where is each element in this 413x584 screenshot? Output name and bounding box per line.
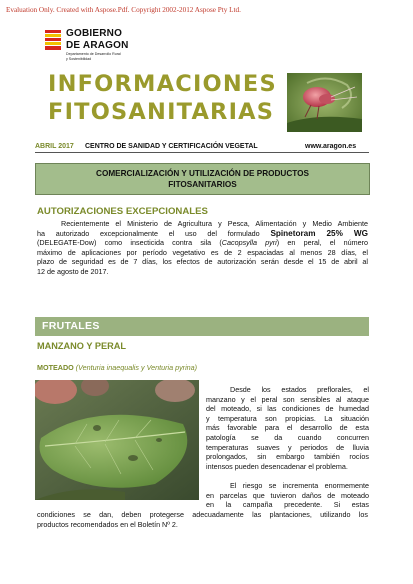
autorizaciones-line — [37, 238, 368, 248]
autorizaciones-text-run: ) en peral, el número — [276, 238, 368, 248]
paragraph-line: condiciones se dan, deben protegerse adecuadamente las plantaciones, utilizando los — [37, 510, 368, 519]
manzano-peral-heading: MANZANO Y PERAL — [37, 341, 126, 351]
autorizaciones-line — [37, 267, 368, 277]
leaf-photo — [35, 380, 199, 500]
autorizaciones-text-run: (DELEGATE-Dow) como insecticida contra sila ( — [37, 238, 222, 248]
autorizaciones-text-run: ha autorizado excepcionalmente el uso del formulado — [37, 228, 271, 238]
moteado-latin: (Venturia inaequalis y Venturia pyrina) — [75, 363, 198, 372]
insect-photo — [287, 73, 362, 132]
autorizaciones-heading: AUTORIZACIONES EXCEPCIONALES — [37, 206, 208, 217]
paragraph-line: temperaturas suaves y periodos de lluvia — [206, 442, 369, 452]
moteado-column-paragraph-2 — [206, 481, 369, 510]
paragraph-line: Desde los estados preflorales, el — [230, 385, 369, 394]
aragon-coat-of-arms-icon — [44, 29, 62, 51]
autorizaciones-text-run: Spinetoram 25% WG — [270, 228, 368, 238]
paragraph-line: prolongados, sin embargo también rocíos — [206, 452, 369, 462]
paragraph-line: en la campaña precedente. Si estas — [206, 500, 369, 510]
autorizaciones-text-run: 12 de agosto de 2017. — [37, 266, 109, 276]
autorizaciones-line — [37, 257, 368, 267]
watermark: Evaluation Only. Created with Aspose.Pdf. Copyright 2002-2012 Aspose Pty Ltd. — [6, 6, 241, 14]
moteado-column-paragraph — [206, 385, 369, 471]
autorizaciones-text-run: Recientemente el Ministerio de Agricultura y Pesca, Alimentación y Medio Ambiente — [61, 219, 368, 228]
autorizaciones-text-run: Cacopsylla pyri — [221, 238, 277, 248]
issue-date: ABRIL 2017 — [35, 143, 74, 150]
moteado-label: MOTEADO — [37, 363, 74, 372]
page-title-line-2: FITOSANITARIAS — [48, 99, 275, 125]
paragraph-line: intensos pueden desencadenar el problema. — [206, 461, 348, 471]
section-banner-line-2: FITOSANITARIOS — [168, 180, 237, 189]
section-banner — [35, 163, 370, 195]
moteado-full-paragraph — [37, 510, 368, 529]
page-title-line-1: INFORMACIONES — [48, 71, 277, 97]
autorizaciones-line — [37, 219, 368, 229]
paragraph-line: manzano y el peral son sensibles al ataque — [206, 394, 369, 404]
logo-line-2: DE ARAGON — [66, 40, 129, 51]
header-divider — [35, 152, 369, 153]
frutales-band — [35, 317, 369, 336]
paragraph-line: El riesgo se incrementa enormemente — [230, 481, 369, 490]
paragraph-line: en parcelas que tuvieron daños de moteado — [206, 490, 369, 500]
website-link[interactable]: www.aragon.es — [305, 143, 357, 150]
moteado-title — [37, 363, 197, 372]
autorizaciones-text-run: máximo de aplicaciones por período vegetativo es de 2 espaciadas al menos 28 días, el — [37, 247, 368, 257]
section-banner-line-1: COMERCIALIZACIÓN Y UTILIZACIÓN DE PRODUCTOS — [96, 169, 309, 178]
logo-department-2: y Sostenibilidad — [66, 56, 92, 61]
gobierno-aragon-logo — [44, 27, 164, 67]
paragraph-line: patología se da cuando concurren — [206, 432, 369, 442]
paragraph-line: y temperatura son propicias. La situación — [206, 413, 369, 423]
paragraph-line: del moteado, si las condiciones de humedad — [206, 404, 369, 414]
paragraph-line: productos recomendados en el Boletín Nº 2. — [37, 519, 178, 529]
paragraph-line: más favorable para el desarrollo de esta — [206, 423, 369, 433]
logo-department: Departamento de Desarrollo Rural — [66, 52, 121, 56]
logo-line-1: GOBIERNO — [66, 28, 123, 39]
frutales-label: FRUTALES — [42, 320, 100, 332]
autorizaciones-line — [37, 229, 368, 239]
autorizaciones-paragraph — [37, 219, 368, 277]
issuing-center: CENTRO DE SANIDAD Y CERTIFICACIÓN VEGETAL — [85, 143, 258, 150]
autorizaciones-text-run: plazo de seguridad es de 7 días, los efectos de autorización serán desde el 15 de abril al — [37, 257, 368, 267]
autorizaciones-line — [37, 248, 368, 258]
